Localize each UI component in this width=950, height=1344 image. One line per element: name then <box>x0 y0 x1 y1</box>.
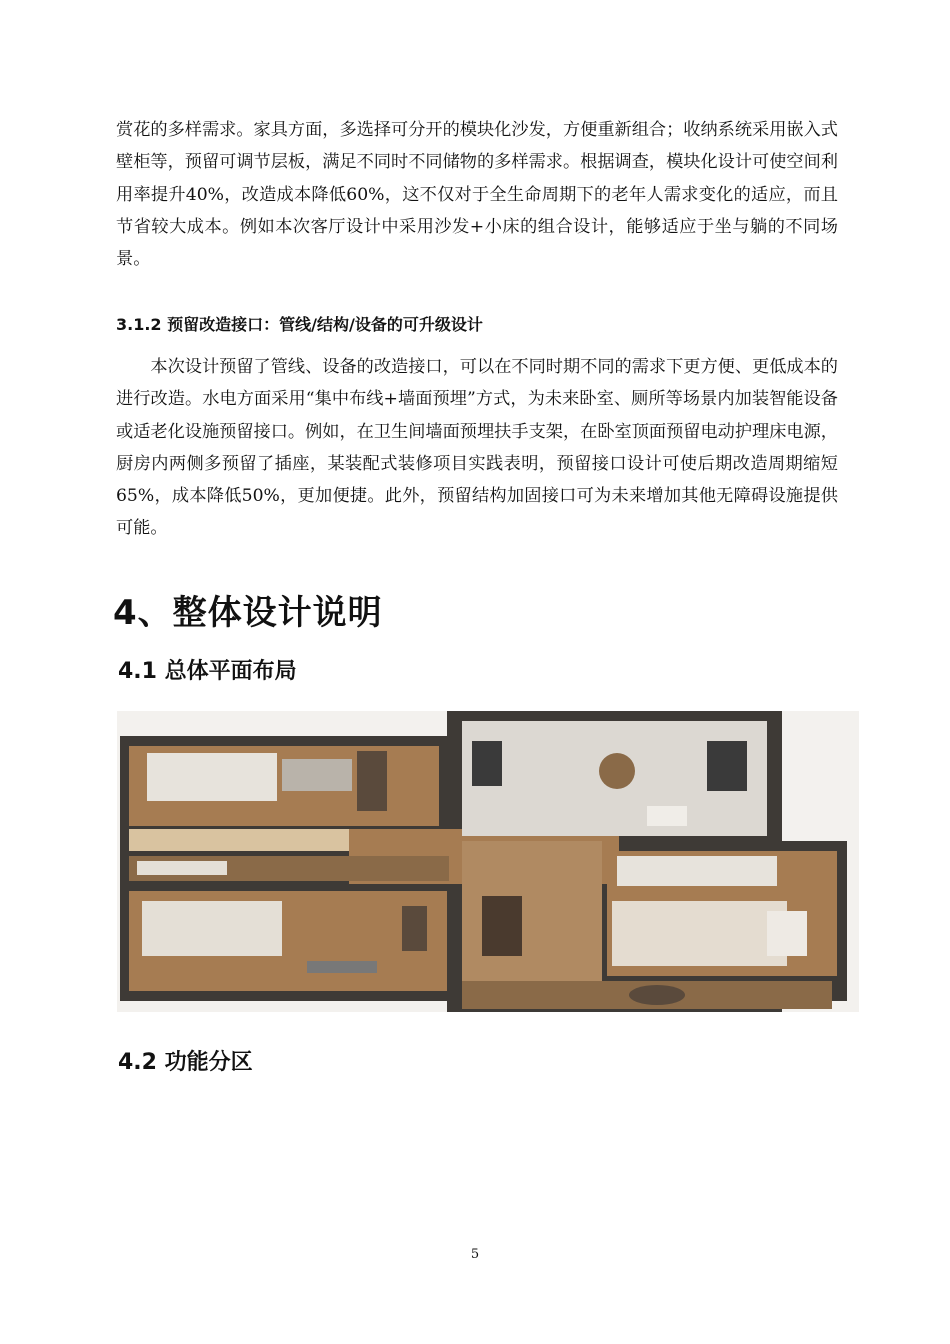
section-4-2-heading: 4.2 功能分区 <box>118 1050 253 1075</box>
body-paragraph-1: 赏花的多样需求。家具方面，多选择可分开的模块化沙发，方便重新组合；收纳系统采用嵌入式壁柜等，预留可调节层板，满足不同时不同储物的多样需求。根据调查，模块化设计可使空间利用率提升40%，改造成本降低60%，这不仅对于全生命周期下的老年人需求变化的适应，而且节省较大成本。例如本次客厅设计中采用沙发+小床的组合设计，能够适应于坐与躺的不同场景。 <box>116 120 838 270</box>
page-number: 5 <box>470 1247 480 1262</box>
section-4-1-heading: 4.1 总体平面布局 <box>118 659 297 684</box>
body-paragraph-2: 本次设计预留了管线、设备的改造接口，可以在不同时期不同的需求下更方便、更低成本的进行改造。水电方面采用“集中布线+墙面预埋”方式，为未来卧室、厕所等场景内加装智能设备或适老化设施预留接口。例如，在卫生间墙面预埋扶手支架，在卧室顶面预留电动护理床电源，厨房内两侧多预留了插座，某装配式装修项目实践表明，预留接口设计可使后期改造周期缩短65%，成本降低50%，更加便捷。此外，预留结构加固接口可为未来增加其他无障碍设施提供可能。 <box>116 357 838 539</box>
chapter-4-heading: 4、整体设计说明 <box>113 593 383 633</box>
section-3-1-2-heading: 3.1.2 预留改造接口：管线/结构/设备的可升级设计 <box>116 315 483 334</box>
floor-plan-image <box>117 711 859 1012</box>
